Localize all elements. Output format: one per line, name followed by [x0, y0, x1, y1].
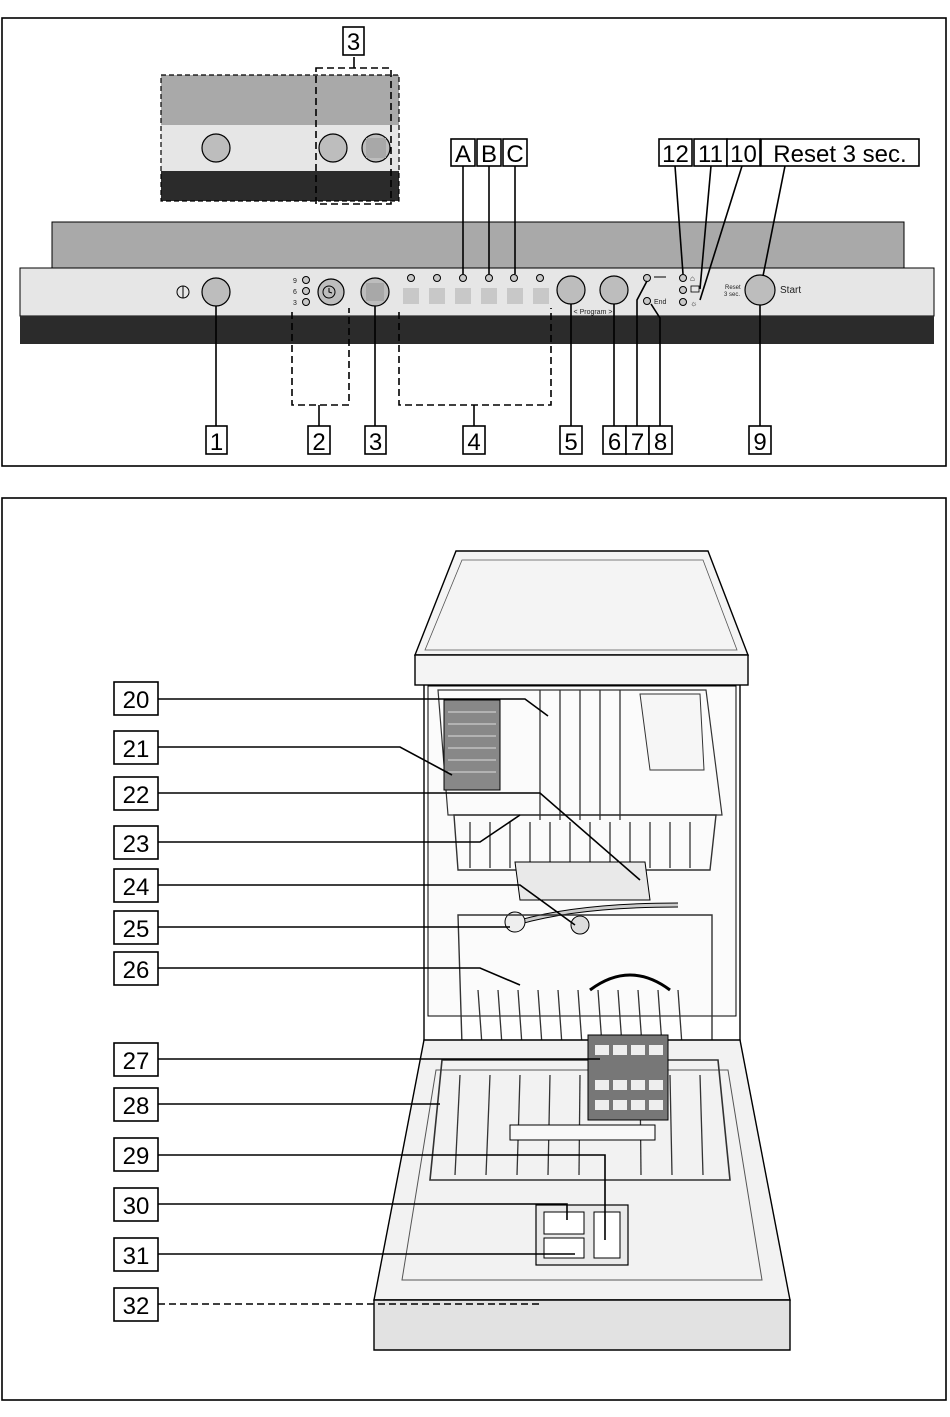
callout-24: 24 — [122, 874, 150, 901]
callout-C: C — [506, 141, 524, 168]
inset-knob-main — [202, 134, 230, 162]
callout-11: 11 — [698, 141, 723, 168]
salt-led — [680, 299, 687, 306]
inset-detail — [161, 27, 399, 204]
time-led-6 — [303, 288, 310, 295]
callout-B: B — [480, 141, 498, 168]
callout-6: 6 — [607, 429, 622, 456]
rinse-aid-led — [644, 275, 651, 282]
water-supply-led — [680, 275, 687, 282]
start-button[interactable] — [745, 275, 775, 305]
detergent-dispenser — [536, 1205, 628, 1265]
time-led-9 — [303, 277, 310, 284]
type-plate — [510, 1125, 655, 1140]
callout-4: 4 — [467, 429, 481, 456]
callout-29: 29 — [122, 1143, 150, 1170]
callout-8: 8 — [653, 429, 668, 456]
time-mark-6: 6 — [293, 289, 297, 296]
callout-A: A — [454, 141, 472, 168]
callout-21: 21 — [122, 736, 150, 763]
end-led — [644, 298, 651, 305]
control-panel — [20, 222, 934, 344]
reset-label-2: 3 sec. — [724, 292, 741, 298]
tap-icon: ⌂ — [690, 274, 695, 283]
rinse-led — [680, 287, 687, 294]
callout-3: 3 — [368, 429, 383, 456]
program-right-button[interactable] — [600, 276, 628, 304]
callout-inset-3: 3 — [346, 29, 361, 56]
callout-reset-3-sec: Reset 3 sec. — [773, 141, 907, 168]
callout-22: 22 — [122, 782, 150, 809]
power-button[interactable] — [202, 278, 230, 306]
callout-7: 7 — [630, 429, 645, 456]
start-label: Start — [780, 285, 802, 296]
callout-31: 31 — [122, 1243, 150, 1270]
upper-spray-arm-shield — [515, 862, 650, 900]
program-label: < Program > — [573, 309, 613, 316]
cutlery-basket — [444, 700, 500, 790]
program-left-button[interactable] — [557, 276, 585, 304]
reset-label-1: Reset — [725, 285, 741, 291]
callout-30: 30 — [122, 1193, 150, 1220]
callout-27: 27 — [122, 1048, 150, 1075]
callout-20: 20 — [122, 687, 150, 714]
dishwasher-illustration — [374, 551, 790, 1350]
end-label: End — [654, 299, 667, 306]
callout-26: 26 — [122, 957, 150, 984]
callout-12: 12 — [662, 141, 689, 168]
salt-icon: ☼ — [690, 299, 698, 308]
callout-28: 28 — [122, 1093, 150, 1120]
callout-10: 10 — [730, 141, 757, 168]
time-led-3 — [303, 299, 310, 306]
worktop — [415, 551, 748, 655]
callout-9: 9 — [753, 429, 767, 456]
time-mark-3: 3 — [293, 300, 297, 307]
cup-rack — [640, 694, 704, 770]
callout-23: 23 — [122, 831, 150, 858]
callout-25: 25 — [122, 916, 150, 943]
delay-timer-button[interactable] — [318, 279, 344, 305]
callout-32: 32 — [122, 1293, 150, 1320]
callout-1: 1 — [209, 429, 224, 456]
inset-knob-left — [319, 134, 347, 162]
callout-5: 5 — [564, 429, 578, 456]
callout-2: 2 — [312, 429, 326, 456]
time-mark-9: 9 — [293, 278, 297, 285]
